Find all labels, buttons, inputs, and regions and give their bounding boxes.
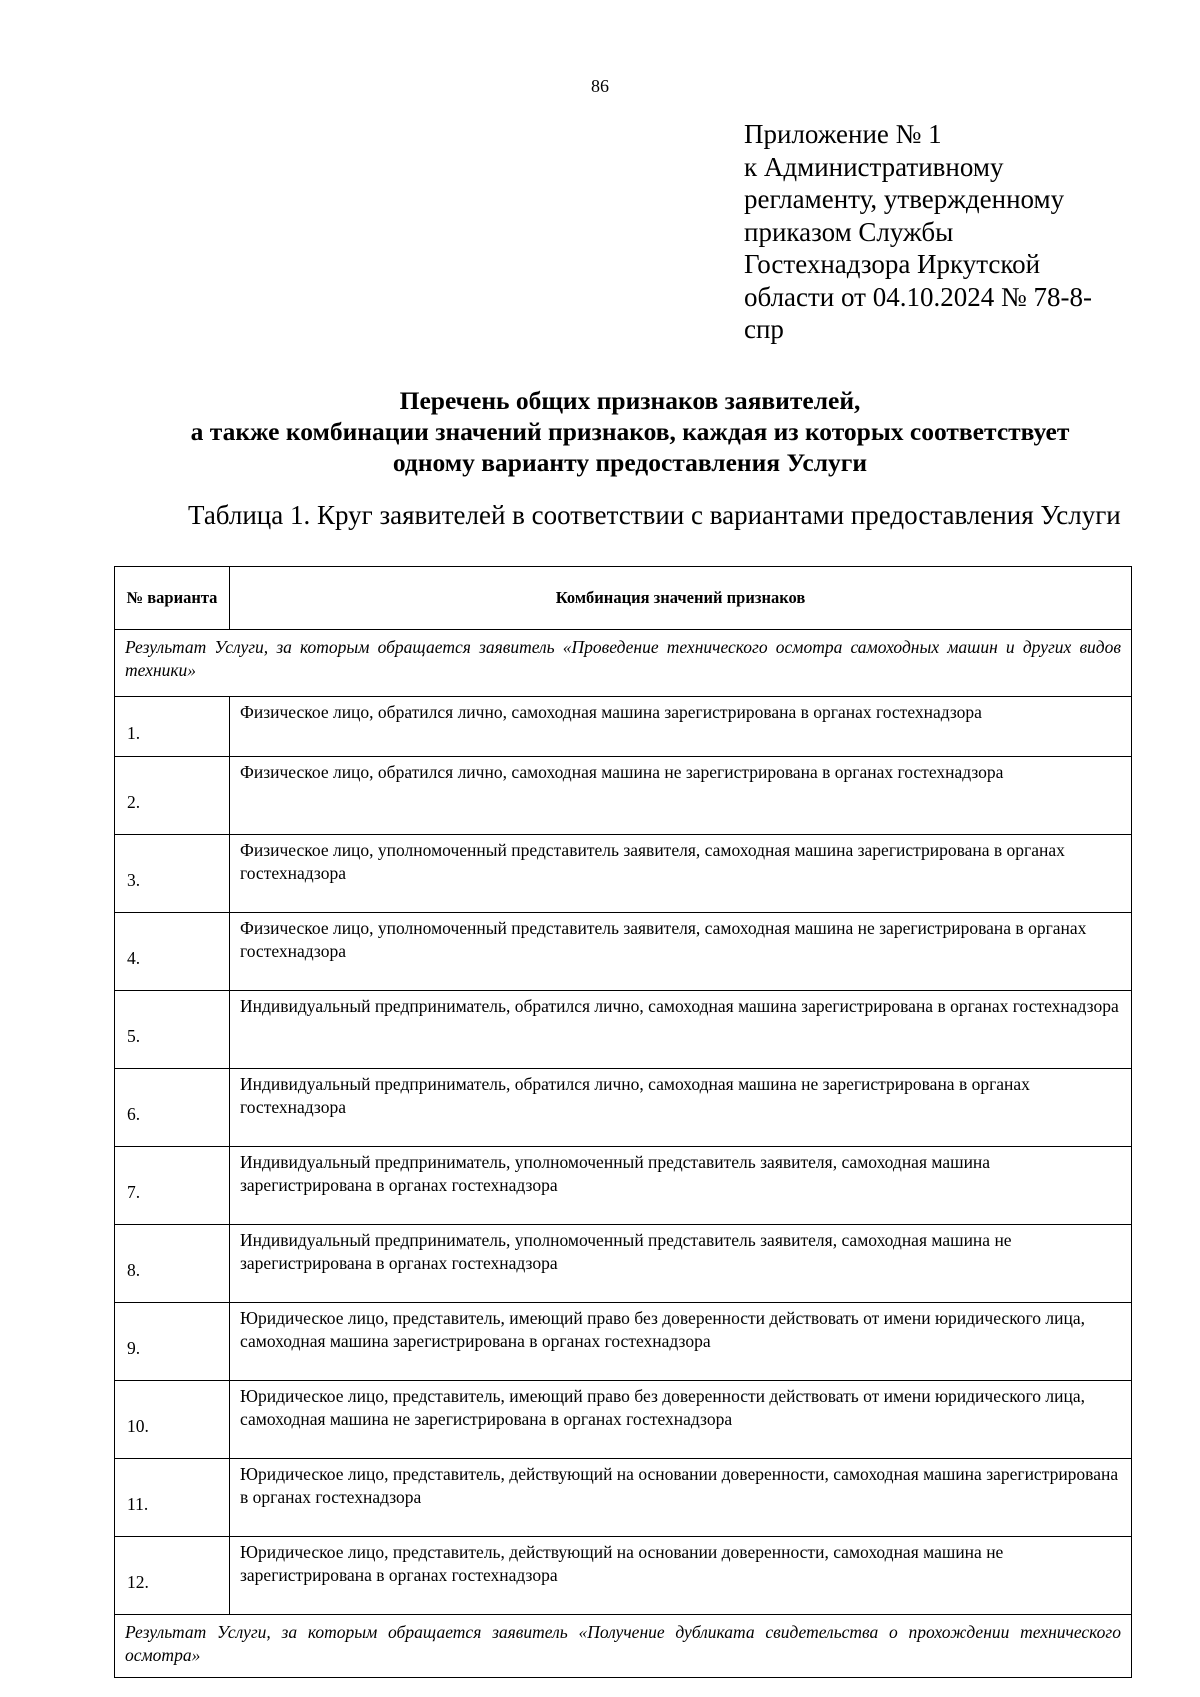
variant-number: 4. [115,913,230,991]
title-line: одному варианту предоставления Услуги [392,448,868,477]
table-row [115,835,1132,913]
variant-number: 2. [115,757,230,835]
variant-number: 12. [115,1537,230,1615]
variant-combination: Физическое лицо, обратился лично, самоходная машина зарегистрирована в органах гостехнадзора [230,697,1132,757]
table-row [115,1303,1132,1381]
variant-number: 3. [115,835,230,913]
appendix-line: к Административному [744,151,1004,182]
table-caption: Таблица 1. Круг заявителей в соответствии с вариантами предоставления Услуги [188,500,1121,530]
variant-combination: Физическое лицо, обратился лично, самоходная машина не зарегистрирована в органах гостехнадзора [230,757,1132,835]
title-line: Перечень общих признаков заявителей, [399,386,861,415]
header-variant-number: № варианта [115,567,230,630]
table-row [115,757,1132,835]
table-row [115,1147,1132,1225]
table-row [115,1069,1132,1147]
variant-combination: Юридическое лицо, представитель, имеющий право без доверенности действовать от имени юридического лица, самоходная машина не зарегистрирована в органах гостехнадзора [230,1381,1132,1459]
table-row [115,1225,1132,1303]
variant-number: 10. [115,1381,230,1459]
variant-number: 1. [115,697,230,757]
table-row [115,1381,1132,1459]
result-text: Результат Услуги, за которым обращается заявитель «Проведение технического осмотра самоходных машин и других видов техники» [125,637,1121,680]
table-header-row [115,567,1132,630]
variant-combination: Юридическое лицо, представитель, действующий на основании доверенности, самоходная машина не зарегистрирована в органах гостехнадзора [230,1537,1132,1615]
variant-combination: Индивидуальный предприниматель, обратился лично, самоходная машина зарегистрирована в органах гостехнадзора [230,991,1132,1069]
header-combination: Комбинация значений признаков [230,567,1132,630]
variant-number: 7. [115,1147,230,1225]
result-row [115,1615,1132,1678]
appendix-note [744,118,1144,346]
page-number: 86 [591,76,609,96]
table-row [115,1537,1132,1615]
variant-combination: Индивидуальный предприниматель, обратился лично, самоходная машина не зарегистрирована в органах гостехнадзора [230,1069,1132,1147]
applicants-table [114,566,1132,1678]
title-line: а также комбинации значений признаков, каждая из которых соответствует [190,417,1070,446]
table-row [115,913,1132,991]
variant-combination: Физическое лицо, уполномоченный представитель заявителя, самоходная машина зарегистрирована в органах гостехнадзора [230,835,1132,913]
variant-number: 9. [115,1303,230,1381]
appendix-line: приказом Службы [744,216,954,247]
appendix-line: Приложение № 1 [744,119,942,149]
variant-combination: Юридическое лицо, представитель, имеющий право без доверенности действовать от имени юридического лица, самоходная машина зарегистрирована в органах гостехнадзора [230,1303,1132,1381]
result-cell [115,630,1132,697]
variant-number: 8. [115,1225,230,1303]
variant-combination: Индивидуальный предприниматель, уполномоченный представитель заявителя, самоходная машина не зарегистрирована в органах гостехнадзора [230,1225,1132,1303]
result-cell [115,1615,1132,1678]
result-text: Результат Услуги, за которым обращается заявитель «Получение дубликата свидетельства о прохождении технического осмотра» [125,1622,1121,1665]
table-row [115,697,1132,757]
variant-combination: Индивидуальный предприниматель, уполномоченный представитель заявителя, самоходная машина зарегистрирована в органах гостехнадзора [230,1147,1132,1225]
appendix-line: области от 04.10.2024 № 78-8- [744,281,1092,312]
document-title [60,385,1200,478]
table-row [115,991,1132,1069]
variant-number: 11. [115,1459,230,1537]
variant-number: 5. [115,991,230,1069]
appendix-line: Гостехнадзора Иркутской [744,249,1041,279]
appendix-line: спр [744,314,784,344]
appendix-line: регламенту, утвержденному [744,184,1065,214]
table-row [115,1459,1132,1537]
variant-combination: Физическое лицо, уполномоченный представитель заявителя, самоходная машина не зарегистрирована в органах гостехнадзора [230,913,1132,991]
variant-number: 6. [115,1069,230,1147]
result-row [115,630,1132,697]
variant-combination: Юридическое лицо, представитель, действующий на основании доверенности, самоходная машина зарегистрирована в органах гостехнадзора [230,1459,1132,1537]
